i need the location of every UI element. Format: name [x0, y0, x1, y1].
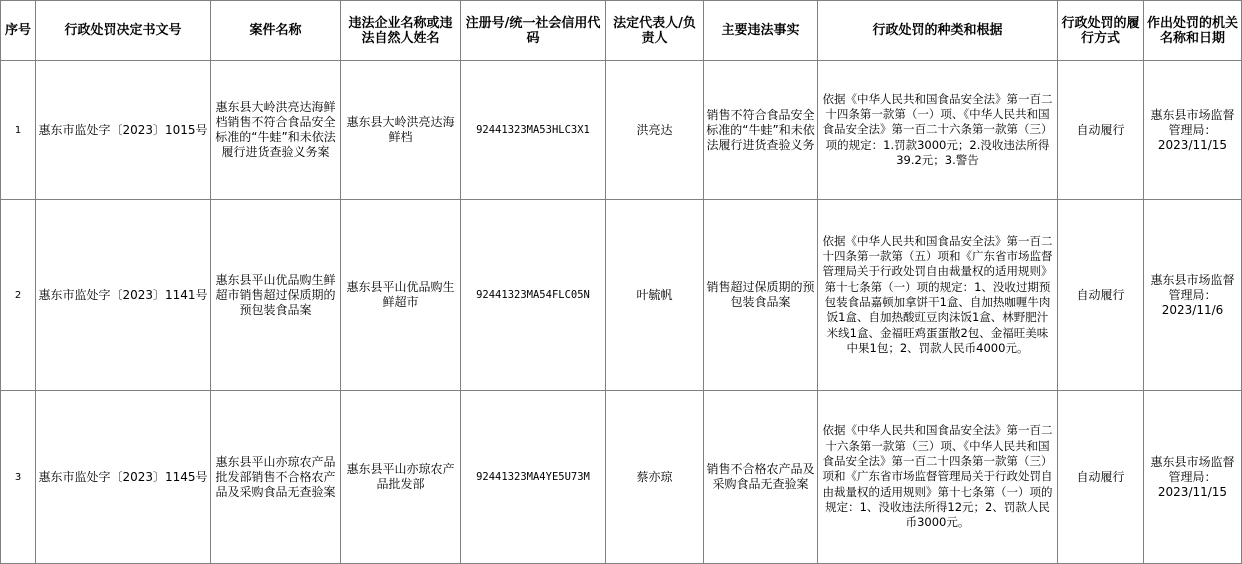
cell-penalty: 依据《中华人民共和国食品安全法》第一百二十六条第一款第（三）项、《中华人民共和国食品安全法》第一百二十四条第一款第（三）项和《广东省市场监督管理局关于行政处罚自由裁量权的适用规则》第十七条第（一）项的规定：1、没收违法所得12元；2、罚款人民币3000元。: [818, 391, 1058, 564]
header-facts: 主要违法事实: [704, 1, 818, 61]
cell-seq: 2: [1, 200, 36, 391]
table-row: [1, 200, 1242, 391]
cell-facts: 销售不符合食品安全标准的“牛蛙”和未依法履行进货查验义务: [704, 61, 818, 200]
cell-facts: 销售超过保质期的预包装食品案: [704, 200, 818, 391]
cell-performance: 自动履行: [1058, 391, 1144, 564]
cell-performance: 自动履行: [1058, 61, 1144, 200]
cell-reg-no: 92441323MA53HLC3X1: [461, 61, 606, 200]
cell-seq: 3: [1, 391, 36, 564]
header-row: [1, 1, 1242, 61]
cell-authority-date: 惠东县市场监督管理局：2023/11/15: [1144, 391, 1242, 564]
cell-legal-rep: 蔡亦琼: [606, 391, 704, 564]
cell-reg-no: 92441323MA54FLC05N: [461, 200, 606, 391]
cell-seq: 1: [1, 61, 36, 200]
cell-party-name: 惠东县平山亦琼农产品批发部: [341, 391, 461, 564]
cell-decision-no: 惠东市监处字〔2023〕1145号: [36, 391, 211, 564]
header-seq: 序号: [1, 1, 36, 61]
header-performance: 行政处罚的履行方式: [1058, 1, 1144, 61]
cell-performance: 自动履行: [1058, 200, 1144, 391]
cell-case-name: 惠东县平山优品购生鲜超市销售超过保质期的预包装食品案: [211, 200, 341, 391]
cell-facts: 销售不合格农产品及采购食品无查验案: [704, 391, 818, 564]
table-row: [1, 391, 1242, 564]
cell-legal-rep: 洪亮达: [606, 61, 704, 200]
header-case-name: 案件名称: [211, 1, 341, 61]
cell-decision-no: 惠东市监处字〔2023〕1015号: [36, 61, 211, 200]
header-party-name: 违法企业名称或违法自然人姓名: [341, 1, 461, 61]
table-row: [1, 61, 1242, 200]
cell-authority-date: 惠东县市场监督管理局：2023/11/15: [1144, 61, 1242, 200]
cell-penalty: 依据《中华人民共和国食品安全法》第一百二十四条第一款第（五）项和《广东省市场监督管理局关于行政处罚自由裁量权的适用规则》第十七条第（一）项的规定：1、没收过期预包装食品嘉顿加拿饼干1盒、自加热咖喱牛肉饭1盒、自加热酸豇豆肉沫饭1盒、林野肥汁米线1盒、金福旺鸡蛋蛋散2包、金福旺美味中果1包；2、罚款人民币4000元。: [818, 200, 1058, 391]
header-authority-date: 作出处罚的机关名称和日期: [1144, 1, 1242, 61]
cell-party-name: 惠东县大岭洪亮达海鲜档: [341, 61, 461, 200]
cell-legal-rep: 叶毓帆: [606, 200, 704, 391]
cell-authority-date: 惠东县市场监督管理局：2023/11/6: [1144, 200, 1242, 391]
cell-case-name: 惠东县大岭洪亮达海鲜档销售不符合食品安全标准的“牛蛙”和未依法履行进货查验义务案: [211, 61, 341, 200]
cell-case-name: 惠东县平山亦琼农产品批发部销售不合格农产品及采购食品无查验案: [211, 391, 341, 564]
cell-party-name: 惠东县平山优品购生鲜超市: [341, 200, 461, 391]
cell-penalty: 依据《中华人民共和国食品安全法》第一百二十四条第一款第（一）项、《中华人民共和国食品安全法》第一百二十六条第一款第（三）项的规定：1.罚款3000元；2.没收违法所得39.2元；3.警告: [818, 61, 1058, 200]
header-reg-no: 注册号/统一社会信用代码: [461, 1, 606, 61]
cell-reg-no: 92441323MA4YE5U73M: [461, 391, 606, 564]
cell-decision-no: 惠东市监处字〔2023〕1141号: [36, 200, 211, 391]
header-decision-no: 行政处罚决定书文号: [36, 1, 211, 61]
header-penalty: 行政处罚的种类和根据: [818, 1, 1058, 61]
header-legal-rep: 法定代表人/负责人: [606, 1, 704, 61]
